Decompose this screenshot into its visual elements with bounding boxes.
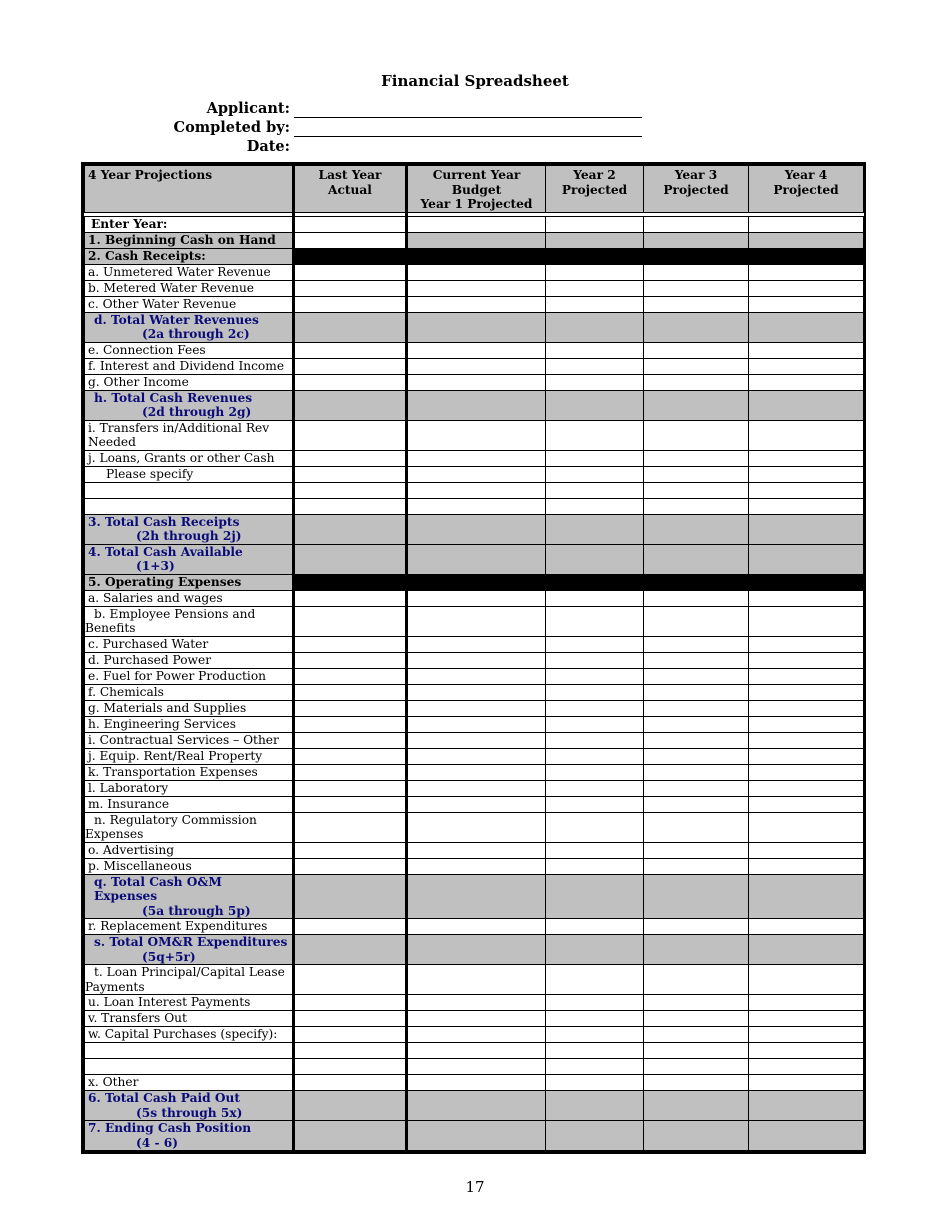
row-label: f. Interest and Dividend Income: [85, 358, 294, 374]
row-label: t. Loan Principal/Capital Lease Payments: [85, 965, 294, 995]
row-label: m. Insurance: [85, 796, 294, 812]
table-row: [85, 1121, 864, 1151]
table-row: [85, 280, 864, 296]
row-label: r. Replacement Expenditures: [85, 919, 294, 935]
completed-by-label: Completed by:: [173, 119, 290, 136]
table-row: [85, 732, 864, 748]
blank-entry[interactable]: [85, 1043, 294, 1059]
row-label: x. Other: [85, 1075, 294, 1091]
row-label: o. Advertising: [85, 842, 294, 858]
row-label: 3. Total Cash Receipts (2h through 2j): [85, 514, 294, 544]
row-label: p. Miscellaneous: [85, 858, 294, 874]
table-row: [85, 965, 864, 995]
row-label: b. Employee Pensions and Benefits: [85, 606, 294, 636]
row-label: c. Other Water Revenue: [85, 296, 294, 312]
row-label: n. Regulatory Commission Expenses: [85, 812, 294, 842]
row-label: j. Loans, Grants or other Cash: [85, 450, 294, 466]
table-row: [85, 514, 864, 544]
row-label: b. Metered Water Revenue: [85, 280, 294, 296]
table-row: [85, 1011, 864, 1027]
table-row: [85, 919, 864, 935]
row-label: 4. Total Cash Available (1+3): [85, 544, 294, 574]
row-label: h. Total Cash Revenues (2d through 2g): [85, 390, 294, 420]
table-row: [85, 668, 864, 684]
table-row: [85, 764, 864, 780]
table-row: [85, 450, 864, 466]
col-header-year-2: Year 2 Projected: [546, 166, 644, 213]
row-label: j. Equip. Rent/Real Property: [85, 748, 294, 764]
table-row: [85, 482, 864, 498]
table-row: [85, 842, 864, 858]
row-label: c. Purchased Water: [85, 636, 294, 652]
row-label: v. Transfers Out: [85, 1011, 294, 1027]
table-row: [85, 574, 864, 590]
row-label: g. Materials and Supplies: [85, 700, 294, 716]
completed-by-row: [0, 119, 650, 138]
row-label: e. Connection Fees: [85, 342, 294, 358]
table-row: [85, 264, 864, 280]
row-label: 1. Beginning Cash on Hand: [85, 232, 294, 248]
table-row: [85, 248, 864, 264]
year-cell[interactable]: [644, 216, 749, 232]
applicant-row: [0, 100, 650, 119]
table-row: [85, 590, 864, 606]
table-row: [85, 935, 864, 965]
table-row: [85, 420, 864, 450]
row-label: i. Transfers in/Additional Rev Needed: [85, 420, 294, 450]
projection-grid: [84, 165, 864, 1151]
blank-entry[interactable]: [85, 1059, 294, 1075]
row-label: s. Total OM&R Expenditures (5q+5r): [85, 935, 294, 965]
table-row: [85, 216, 864, 232]
row-label: g. Other Income: [85, 374, 294, 390]
header-row: [85, 166, 864, 213]
page-title: Financial Spreadsheet: [381, 72, 569, 90]
completed-by-field[interactable]: [294, 119, 642, 137]
table-row: [85, 390, 864, 420]
col-header-year-4: Year 4 Projected: [749, 166, 864, 213]
table-row: [85, 995, 864, 1011]
year-cell[interactable]: [546, 216, 644, 232]
row-label: 2. Cash Receipts:: [85, 248, 294, 264]
blank-entry[interactable]: [85, 482, 294, 498]
row-label: q. Total Cash O&M Expenses (5a through 5p): [85, 874, 294, 919]
date-row: [0, 138, 650, 157]
col-header-current-year: Current Year Budget Year 1 Projected: [407, 166, 546, 213]
projection-table: [81, 162, 866, 1154]
row-label: 6. Total Cash Paid Out (5s through 5x): [85, 1091, 294, 1121]
table-row: [85, 498, 864, 514]
table-row: [85, 232, 864, 248]
row-label: a. Salaries and wages: [85, 590, 294, 606]
table-row: [85, 874, 864, 919]
table-row: [85, 1059, 864, 1075]
table-row: [85, 342, 864, 358]
table-row: [85, 1091, 864, 1121]
row-label: 5. Operating Expenses: [85, 574, 294, 590]
year-cell[interactable]: [749, 216, 864, 232]
year-cell[interactable]: [407, 216, 546, 232]
applicant-label: Applicant:: [206, 100, 290, 117]
col-header-year-3: Year 3 Projected: [644, 166, 749, 213]
table-row: [85, 684, 864, 700]
table-row: [85, 1043, 864, 1059]
table-row: [85, 544, 864, 574]
row-label: Enter Year:: [85, 216, 294, 232]
applicant-field[interactable]: [294, 100, 642, 118]
col-header-projections: 4 Year Projections: [85, 166, 294, 213]
value-cell[interactable]: [294, 232, 407, 248]
row-label: k. Transportation Expenses: [85, 764, 294, 780]
table-row: [85, 780, 864, 796]
table-row: [85, 748, 864, 764]
row-label: a. Unmetered Water Revenue: [85, 264, 294, 280]
row-label: h. Engineering Services: [85, 716, 294, 732]
col-header-last-year: Last Year Actual: [294, 166, 407, 213]
table-row: [85, 466, 864, 482]
row-label: d. Total Water Revenues (2a through 2c): [85, 312, 294, 342]
row-label: d. Purchased Power: [85, 652, 294, 668]
blank-entry[interactable]: [85, 498, 294, 514]
table-row: [85, 358, 864, 374]
table-row: [85, 858, 864, 874]
table-row: [85, 652, 864, 668]
table-row: [85, 374, 864, 390]
row-label: f. Chemicals: [85, 684, 294, 700]
table-row: [85, 1075, 864, 1091]
row-label: 7. Ending Cash Position (4 - 6): [85, 1121, 294, 1151]
row-label: l. Laboratory: [85, 780, 294, 796]
table-row: [85, 700, 864, 716]
year-cell[interactable]: [294, 216, 407, 232]
page-number: 17: [465, 1178, 485, 1196]
table-row: [85, 812, 864, 842]
row-label: u. Loan Interest Payments: [85, 995, 294, 1011]
row-label: e. Fuel for Power Production: [85, 668, 294, 684]
table-row: [85, 606, 864, 636]
row-label: w. Capital Purchases (specify):: [85, 1027, 294, 1043]
row-label: i. Contractual Services – Other: [85, 732, 294, 748]
table-row: [85, 636, 864, 652]
table-row: [85, 296, 864, 312]
table-row: [85, 796, 864, 812]
table-row: [85, 1027, 864, 1043]
table-row: [85, 716, 864, 732]
table-row: [85, 312, 864, 342]
row-label: Please specify: [85, 466, 294, 482]
date-label: Date:: [246, 138, 290, 155]
